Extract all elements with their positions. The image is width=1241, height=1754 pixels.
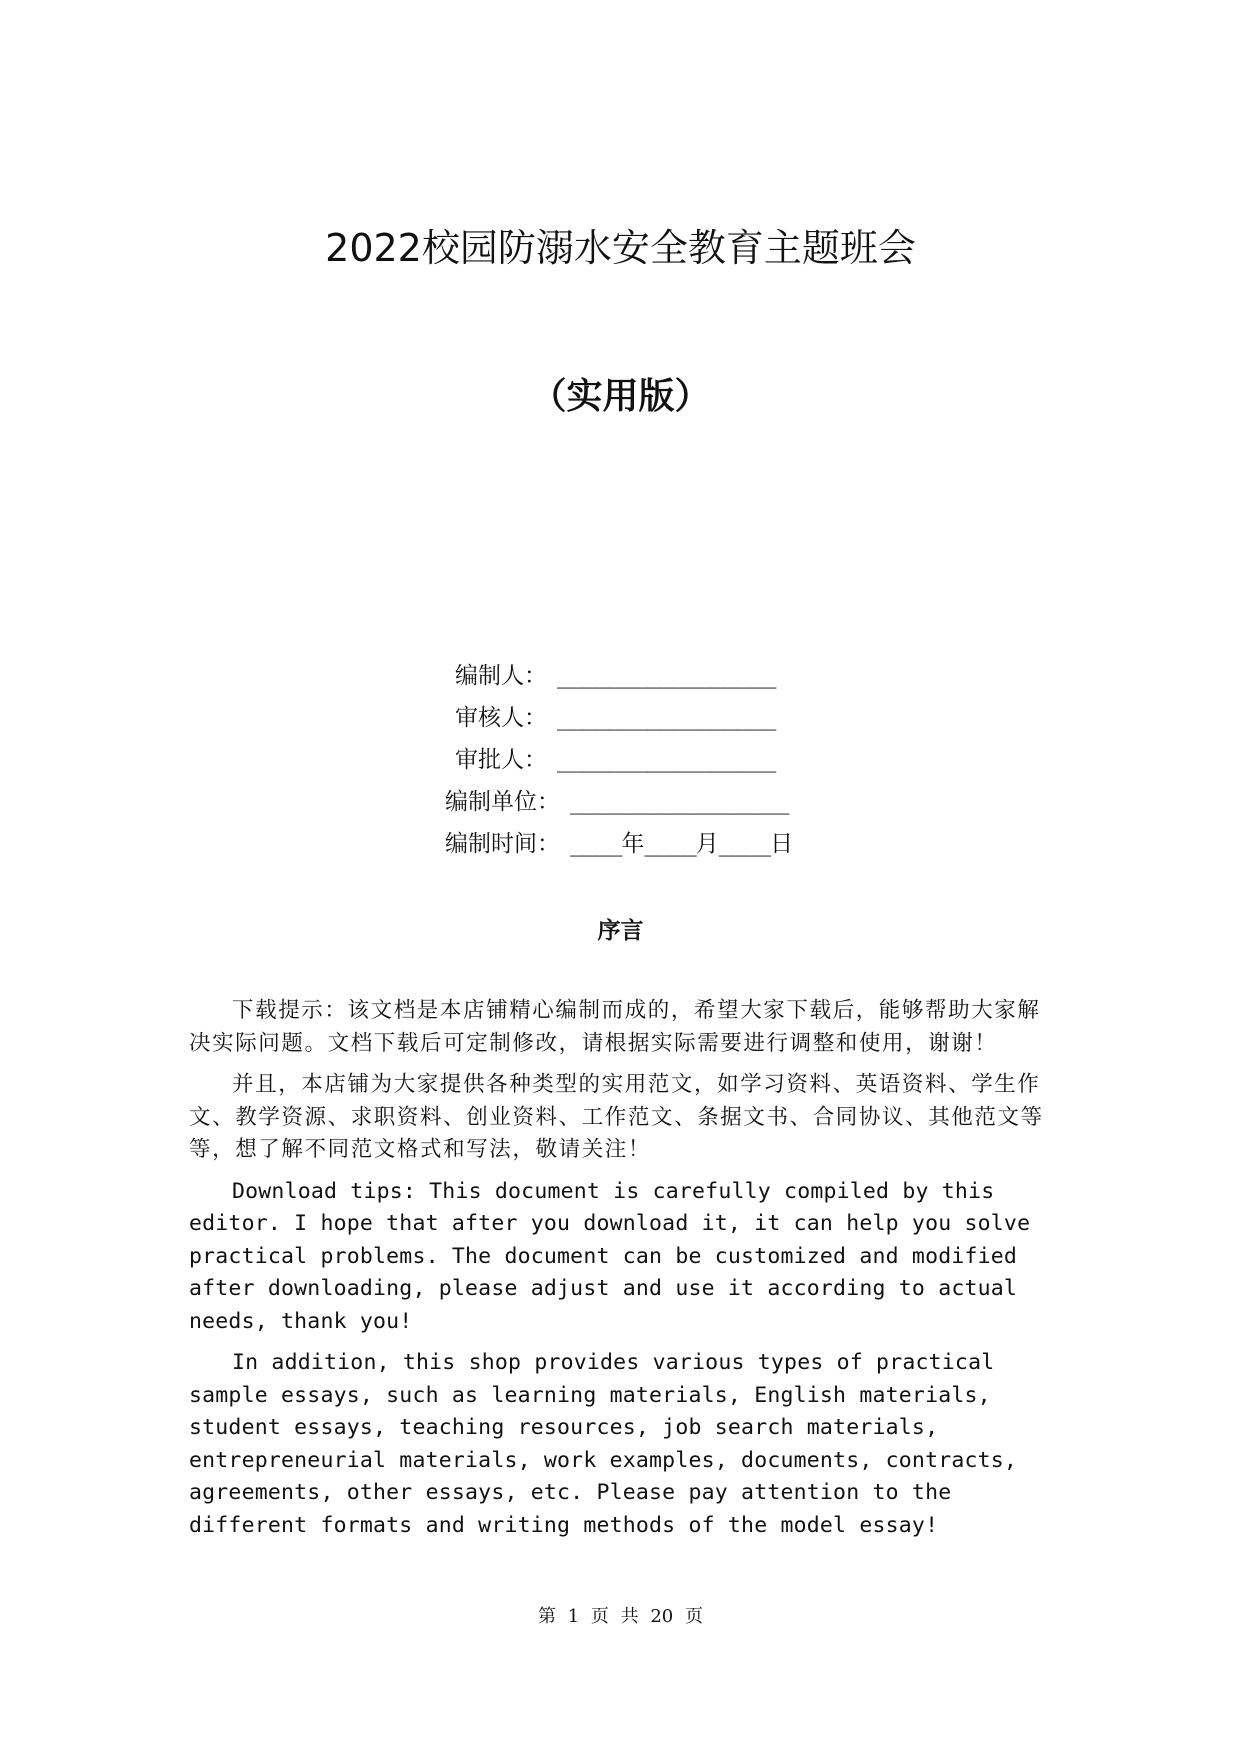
year-blank: ____	[570, 831, 622, 857]
signature-fields	[0, 655, 1241, 865]
day-unit: 日	[770, 831, 794, 857]
month-unit: 月	[695, 831, 719, 857]
preface-paragraph-2: 并且，本店铺为大家提供各种类型的实用范文，如学习资料、英语资料、学生作文、教学资源、求职资料、创业资料、工作范文、条据文书、合同协议、其他范文等等，想了解不同范文格式和写法，敬请关注！	[189, 1072, 1044, 1162]
time-label: 编制时间：	[445, 831, 560, 857]
preface-body	[189, 995, 1061, 1551]
unit-label: 编制单位：	[445, 789, 560, 815]
approver-blank: _________________	[557, 747, 776, 773]
compiler-label: 编制人：	[455, 663, 547, 689]
document-title: 2022校园防溺水安全教育主题班会	[325, 226, 916, 270]
unit-row	[0, 781, 1241, 823]
preface-heading: 序言	[597, 918, 644, 944]
reviewer-row	[0, 697, 1241, 739]
approver-row	[0, 739, 1241, 781]
month-blank: ____	[644, 831, 696, 857]
reviewer-blank: _________________	[557, 705, 776, 731]
time-row	[0, 823, 1241, 865]
date-blanks	[570, 823, 793, 865]
day-blank: ____	[718, 831, 771, 857]
document-subtitle: （实用版）	[530, 376, 711, 417]
compiler-row	[0, 655, 1241, 697]
preface-paragraph-1: 下载提示：该文档是本店铺精心编制而成的，希望大家下载后，能够帮助大家解决实际问题。文档下载后可定制修改，请根据实际需要进行调整和使用，谢谢！	[189, 998, 1041, 1056]
unit-blank: _________________	[570, 789, 789, 815]
preface-paragraph-3: Download tips: This document is carefully compiled by this editor. I hope that after you download it, it can help you solve practical problems. The document can be customized and modified after downloading, please adjust and use it according to actual needs, thank you!	[189, 1178, 1031, 1334]
page-number: 第 1 页 共 20 页	[538, 1606, 703, 1627]
year-unit: 年	[621, 831, 645, 857]
approver-label: 审批人：	[455, 747, 547, 773]
compiler-blank: _________________	[557, 663, 776, 689]
preface-paragraph-4: In addition, this shop provides various types of practical sample essays, such as learning materials, English materials, student essays, teaching resources, job search materials, entrepreneurial materials, work examples, documents, contracts, agreements, other essays, etc. Please pay attention to the different formats and writing methods of the model essay!	[189, 1350, 1018, 1538]
reviewer-label: 审核人：	[455, 705, 547, 731]
